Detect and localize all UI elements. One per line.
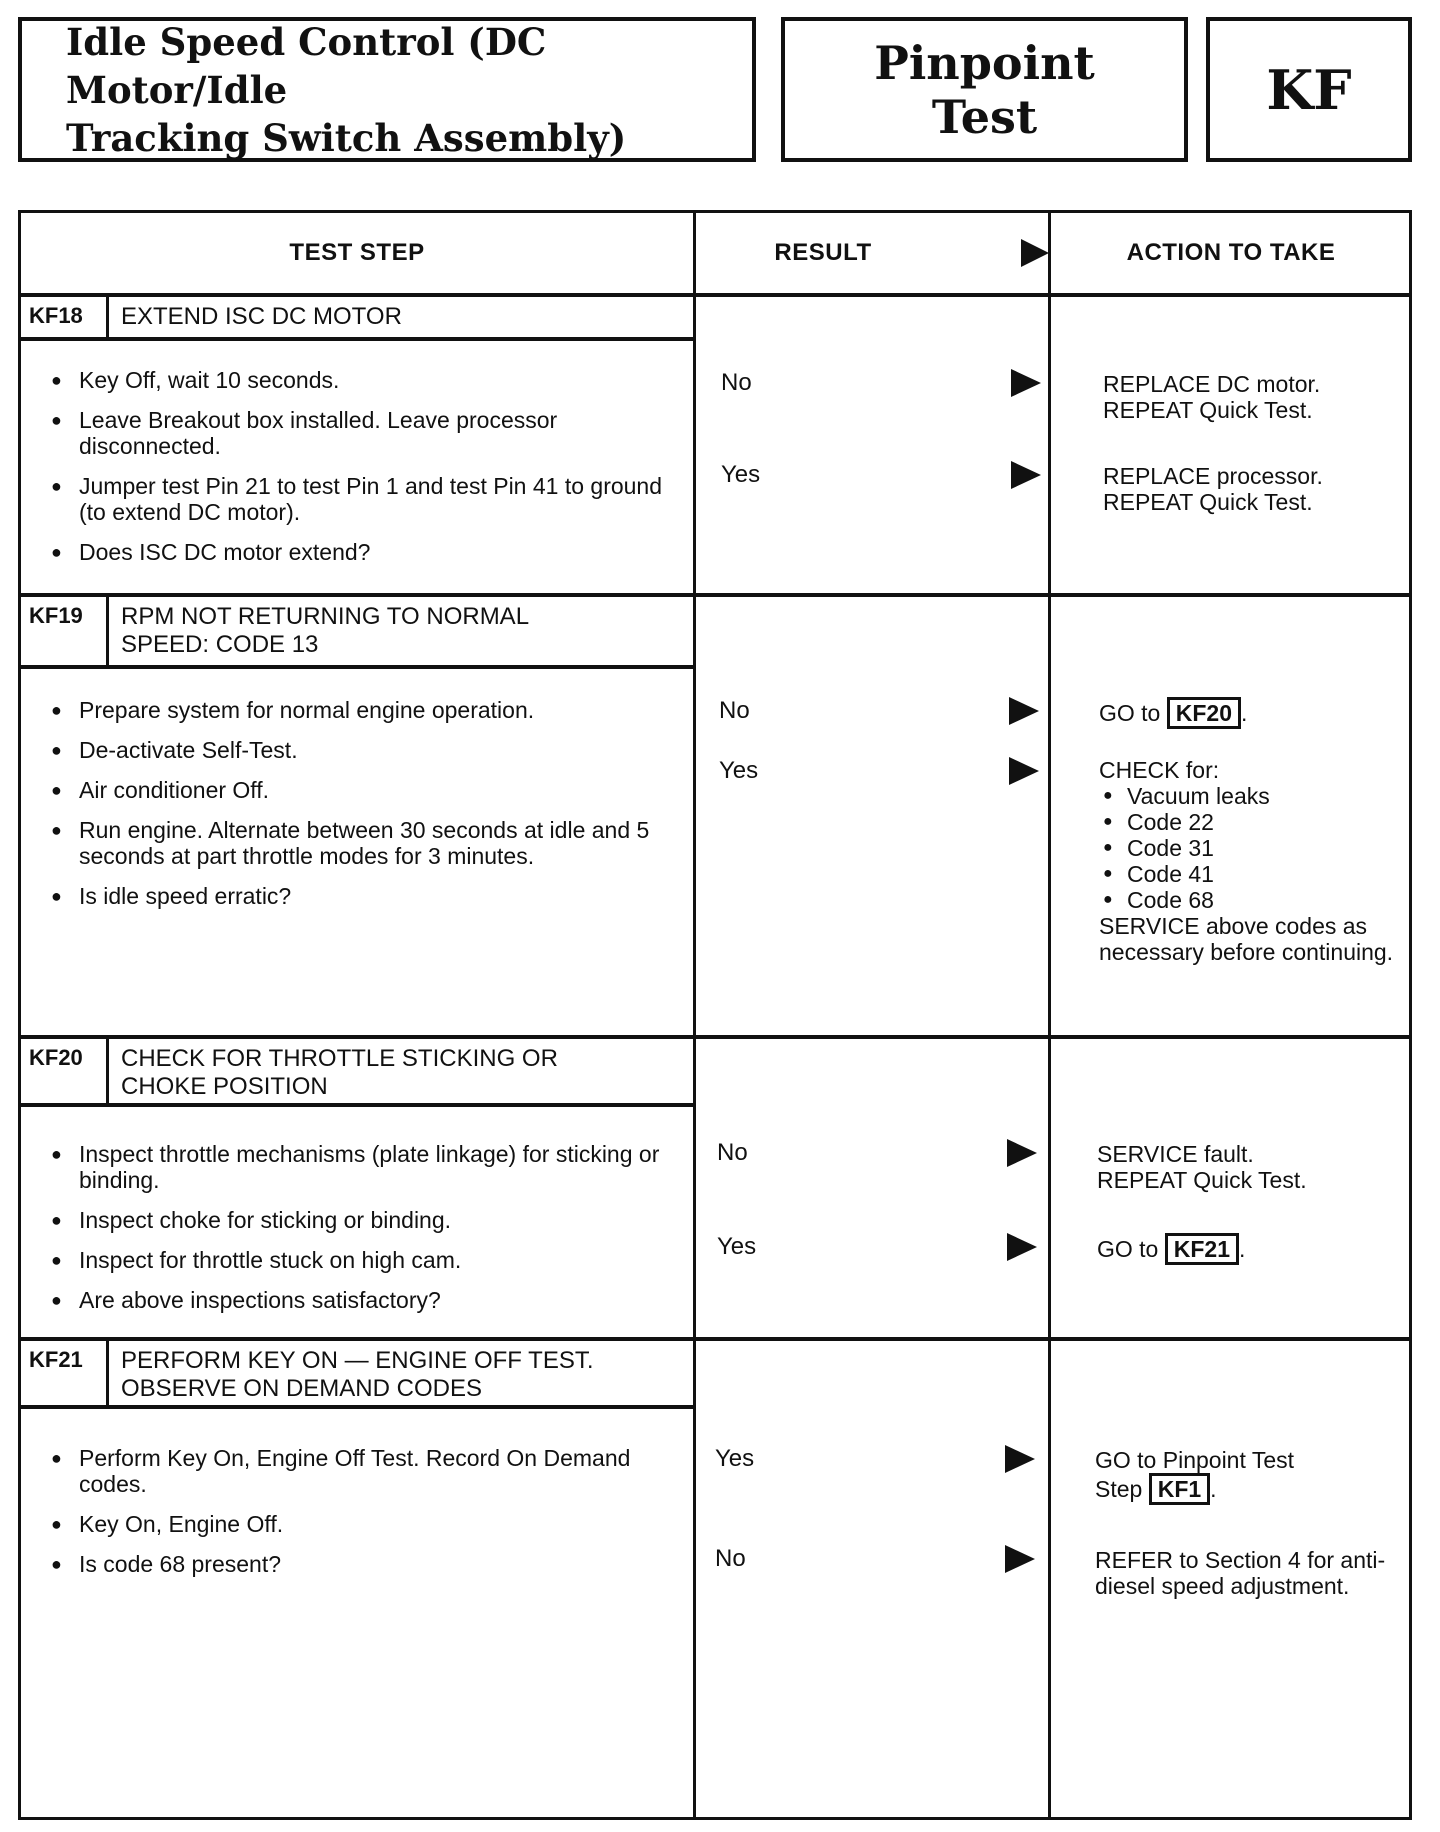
step-row-kf21 <box>21 1341 1409 1817</box>
pinpoint-label: Pinpoint Test <box>874 35 1095 144</box>
result-no: No <box>715 1545 746 1572</box>
bullet: ● Is idle speed erratic? <box>51 883 681 909</box>
step-bullets <box>51 1141 681 1327</box>
arrow-icon <box>1007 1139 1037 1167</box>
arrow-icon <box>1009 757 1039 785</box>
step-reference: KF21 <box>1165 1233 1239 1265</box>
step-id: KF20 <box>21 1039 109 1103</box>
action-text: REPLACE processor. REPEAT Quick Test. <box>1103 463 1323 515</box>
bullet: ● Leave Breakout box installed. Leave processor disconnected. <box>51 407 681 459</box>
step-header <box>21 1341 693 1409</box>
action-text: GO to Pinpoint Test Step KF1 . <box>1095 1447 1395 1505</box>
result-yes: Yes <box>717 1233 757 1260</box>
step-bullets <box>51 697 681 923</box>
result-no: No <box>721 369 752 396</box>
result-no: No <box>719 697 750 724</box>
action-text: REPLACE DC motor. REPEAT Quick Test. <box>1103 371 1321 423</box>
bullet: ● De-activate Self-Test. <box>51 737 681 763</box>
action-text: REFER to Section 4 for anti-diesel speed adjustment. <box>1095 1547 1386 1599</box>
step-row-kf20 <box>21 1039 1409 1337</box>
bullet: ● Does ISC DC motor extend? <box>51 539 681 565</box>
test-code: KF <box>1266 57 1352 122</box>
bullet: ● Inspect choke for sticking or binding. <box>51 1207 681 1233</box>
step-id: KF18 <box>21 297 109 337</box>
bullet: ● Inspect for throttle stuck on high cam. <box>51 1247 681 1273</box>
result-yes: Yes <box>719 757 759 784</box>
step-bullets <box>51 1445 681 1591</box>
step-title: RPM NOT RETURNING TO NORMAL SPEED: CODE 13 <box>121 603 530 658</box>
result-yes: Yes <box>721 461 761 488</box>
step-id: KF21 <box>21 1341 109 1405</box>
step-title: PERFORM KEY ON — ENGINE OFF TEST. OBSERVE ON DEMAND CODES <box>121 1347 594 1402</box>
page-title: Idle Speed Control (DC Motor/Idle Tracking Switch Assembly) <box>66 19 627 160</box>
arrow-icon <box>1005 1545 1035 1573</box>
bullet: ● Perform Key On, Engine Off Test. Record On Demand codes. <box>51 1445 681 1497</box>
step-header <box>21 597 693 669</box>
header-arrow-icon <box>1021 239 1049 267</box>
step-row-kf18 <box>21 297 1409 593</box>
bullet: ● Run engine. Alternate between 30 seconds at idle and 5 seconds at part throttle modes for 3 minutes. <box>51 817 681 869</box>
header-test-step: TEST STEP <box>289 239 425 266</box>
bullet: ● Key Off, wait 10 seconds. <box>51 367 681 393</box>
arrow-icon <box>1009 697 1039 725</box>
action-text: SERVICE fault. REPEAT Quick Test. <box>1097 1141 1307 1193</box>
action-text: CHECK for: ● Vacuum leaks ● Code 22 ● Code 31 ● Code 41 ● Code 68 SERVICE above codes as necessary before continuing. <box>1099 757 1399 965</box>
header-action: ACTION TO TAKE <box>1126 239 1336 266</box>
test-table <box>18 210 1412 1820</box>
bullet: ● Is code 68 present? <box>51 1551 681 1577</box>
title-box <box>18 17 756 162</box>
result-no: No <box>717 1139 748 1166</box>
bullet: ● Inspect throttle mechanisms (plate linkage) for sticking or binding. <box>51 1141 681 1193</box>
arrow-icon <box>1005 1445 1035 1473</box>
action-text: GO to KF20 . <box>1099 697 1399 729</box>
step-reference: KF1 <box>1149 1473 1210 1505</box>
arrow-icon <box>1007 1233 1037 1261</box>
step-title: CHECK FOR THROTTLE STICKING OR CHOKE POSITION <box>121 1045 558 1100</box>
arrow-icon <box>1011 369 1041 397</box>
code-box <box>1206 17 1412 162</box>
result-yes: Yes <box>715 1445 755 1472</box>
step-header <box>21 1039 693 1107</box>
step-title: EXTEND ISC DC MOTOR <box>121 303 402 330</box>
bullet: ● Jumper test Pin 21 to test Pin 1 and test Pin 41 to ground (to extend DC motor). <box>51 473 681 525</box>
bullet: ● Are above inspections satisfactory? <box>51 1287 681 1313</box>
step-reference: KF20 <box>1167 697 1241 729</box>
action-text: GO to KF21 . <box>1097 1233 1397 1265</box>
step-row-kf19 <box>21 597 1409 1035</box>
bullet: ● Air conditioner Off. <box>51 777 681 803</box>
bullet: ● Prepare system for normal engine operation. <box>51 697 681 723</box>
step-bullets <box>51 367 681 579</box>
step-header <box>21 297 693 341</box>
pinpoint-box <box>781 17 1188 162</box>
header-result: RESULT <box>774 239 872 266</box>
bullet: ● Key On, Engine Off. <box>51 1511 681 1537</box>
arrow-icon <box>1011 461 1041 489</box>
step-id: KF19 <box>21 597 109 665</box>
